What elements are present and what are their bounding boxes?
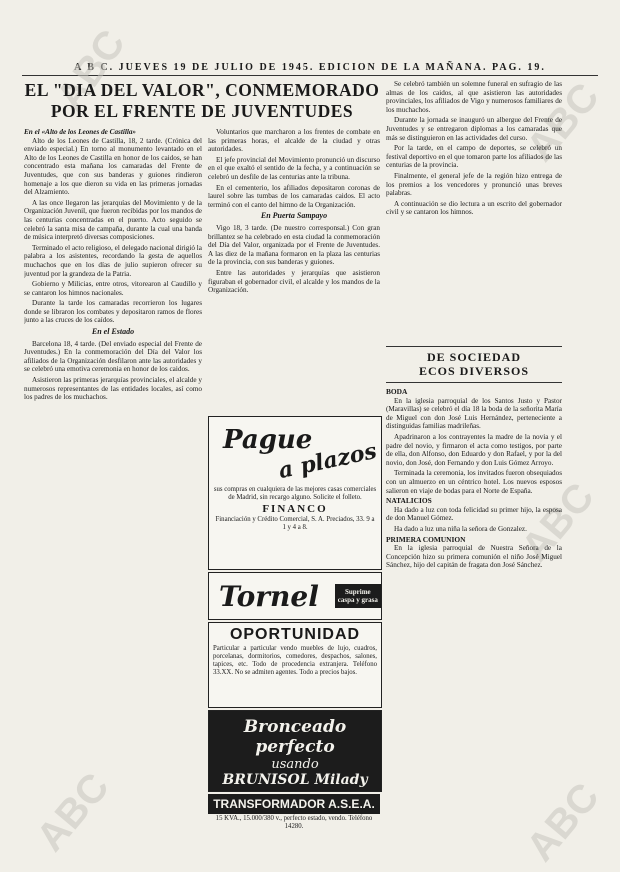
- social-title-line-1: DE SOCIEDAD: [426, 350, 521, 364]
- article-paragraph: Durante la tarde los camaradas recorrieron los lugares donde se libraron los combates y depositaron ramos de flores junto a las cruces de los caídos.: [24, 299, 202, 325]
- article-paragraph: A las once llegaron las jerarquías del Movimiento y de la Organización Juvenil, que fueron recibidas por los mandos de las centurias concentradas en el puerto. Acto seguido se celebró la santa misa de campaña, durante la cual una banda de música interpretó diversas composiciones.: [24, 198, 202, 242]
- article-subhead: En el Estado: [91, 327, 135, 337]
- article-paragraph: Se celebró también un solemne funeral en sufragio de las almas de los caidos, al que asistieron las autoridades provinciales, los afiliados de Vigo y numerosos familiares de los muchachos.: [386, 80, 562, 114]
- right-column-top: [386, 80, 562, 342]
- ad-pague-line-1: Pague: [223, 425, 313, 455]
- section-heading-boda: BODA: [386, 387, 408, 396]
- ad-bronceado: [208, 710, 382, 792]
- ad-transformador-body: 15 KVA., 15.000/380 v., perfecto estado, vendo. Teléfono 14280.: [215, 815, 373, 830]
- watermark: ABC: [28, 764, 118, 860]
- ad-pague-line-2: a plazos: [276, 437, 379, 485]
- article-paragraph: Apadrinaron a los contrayentes la madre de la novia y el padre del novio, y firmaron el acta como testigos, por parte de ella, don Alfonso, don Eduardo y don Rafael, y por la del novio, don José, don Fernando y don Luis Gómez Arroyo.: [386, 432, 562, 467]
- article-paragraph: A continuación se dio lectura a un escrito del gobernador civil y se cantaron los himnos.: [386, 199, 562, 217]
- social-title-line-2: ECOS DIVERSOS: [418, 364, 530, 378]
- headline-line-2: POR EL FRENTE DE JUVENTUDES: [50, 101, 354, 121]
- article-paragraph: Ha dado a luz con toda felicidad su primer hijo, la esposa de don Manuel Gómez.: [386, 505, 562, 523]
- section-heading-natalicios: NATALICIOS: [386, 496, 432, 506]
- social-column: [386, 386, 562, 858]
- article-column-2: [208, 128, 380, 410]
- header-line: A B C. JUEVES 19 DE JULIO DE 1945. EDICION DE LA MAÑANA. PAG. 19.: [74, 62, 546, 73]
- article-paragraph: Terminada la ceremonia, los invitados fueron obsequiados con un almuerzo en un céntrico hotel. Los nuevos esposos salieron en viaje de bodas para el Norte de España.: [386, 469, 562, 495]
- article-paragraph: Barcelona 18, 4 tarde. (Del enviado especial del Frente de Juventudes.) En la conmemoración del Día del Valor los afiliados de la Organización desfilaron ante las autoridades y se celebró una emotiva ceremonia en honor de los caidos.: [24, 339, 202, 374]
- article-paragraph: Asistieron las primeras jerarquías provinciales, el alcalde y numerosos representantes de las entidades locales, así como los padres de los muchachos.: [24, 376, 202, 402]
- article-paragraph: Ha dado a luz una niña la señora de Gonzalez.: [394, 524, 527, 533]
- ad-bronce-line-2: usando: [271, 757, 319, 772]
- article-paragraph: Terminado el acto religioso, el delegado nacional dirigió la palabra a los asistentes, recordando la gesta de aquellos muchachos que en los días de julio supieron ofrecer su juventud por la grandeza de la Patria.: [24, 243, 202, 278]
- article-paragraph: Gobierno y Milicias, entre otros, vitorearon al Caudillo y se cantaron los himnos nacionales.: [24, 280, 202, 297]
- article-subhead: En Puerta Sampayo: [260, 211, 328, 221]
- ad-bronce-line-3: BRUNISOL Milady: [222, 772, 368, 788]
- article-column-1: [24, 128, 202, 858]
- article-dateline: En el «Alto de los Leones de Castilla»: [24, 128, 137, 136]
- section-rule: [386, 346, 562, 347]
- ad-finanço-name: FINANCO: [262, 503, 328, 515]
- article-paragraph: Finalmente, el general jefe de la región hizo entrega de los premios a los vencedores y pronunció unas breves palabras.: [386, 171, 562, 198]
- ad-bronce-line-1: Bronceado perfecto: [243, 717, 347, 757]
- article-paragraph: Por la tarde, en el campo de deportes, se celebró un festival deportivo en el que tomaron parte los afiliados de las centurias de la provincia.: [386, 144, 562, 170]
- section-rule: [386, 382, 562, 383]
- ad-oportunidad-body: Particular a particular vendo muebles de lujo, cuadros, porcelanas, dormitorios, comedores, despachos, salones, tapices, etc. Todo de procedencia extranjera. Teléfono 33.XX. No se admiten agentes. Todo a precios bajos.: [213, 645, 377, 676]
- headline-line-1: EL "DIA DEL VALOR", CONMEMORADO: [24, 80, 380, 100]
- section-heading-primera-comunion: PRIMERA COMUNION: [386, 534, 466, 544]
- ad-transformador-title: TRANSFORMADOR A.S.E.A.: [208, 794, 380, 814]
- ad-tornel: [208, 572, 382, 620]
- ad-transformador: [208, 794, 380, 850]
- article-paragraph: Vigo 18, 3 tarde. (De nuestro corresponsal.) Con gran brillantez se ha celebrado en esta ciudad la conmemoración del Día del Valor, organizada por el Frente de Juventudes. A las diez de la mañana formaron en la plaza las centurias de la provincia, con sus banderas y guiones.: [208, 223, 380, 267]
- ad-pague-body: sus compras en cualquiera de las mejores casas comerciales de Madrid, sin recargo alguno. Solicite el folleto.: [213, 486, 377, 501]
- watermark: ABC: [518, 74, 608, 170]
- ad-oportunidad: [208, 622, 382, 708]
- ad-finanço-body: Financiación y Crédito Comercial, S. A. Preciados, 33. 9 a 1 y 4 a 8.: [215, 516, 375, 531]
- watermark: ABC: [513, 474, 603, 570]
- ad-tornel-name: Tornel: [219, 579, 319, 613]
- article-paragraph: Entre las autoridades y jerarquías que asistieron figuraban el gobernador civil, el alcalde y los mandos de la Organización.: [208, 268, 380, 295]
- article-paragraph: En la iglesia parroquial de Nuestra Señora de la Concepción hizo su primera comunión el niño José Miguel Sánchez, hijo del capitán de fragata don José Sánchez.: [386, 544, 562, 570]
- watermark: ABC: [48, 22, 134, 119]
- watermark: ABC: [518, 774, 608, 870]
- article-paragraph: Alto de los Leones de Castilla, 18, 2 tarde. (Crónica del enviado especial.) En torno al monumento levantado en el Alto de los Leones de Castilla en honor de los caidos, se han concentrado esta mañana los camaradas del Frente de Juventudes, que con sus banderas y guiones rindieron homenaje a los que dieron su vida en las primeras jornadas del Alzamiento.: [24, 136, 202, 197]
- article-paragraph: En la iglesia parroquial de los Santos Justo y Pastor (Maravillas) se celebró el día 18 la boda de la señorita María de Miguel con don José Luis Hernández, perteneciente a distinguidas familias madrileñas.: [386, 396, 562, 431]
- ad-tornel-side: Suprime caspa y grasa: [335, 584, 381, 608]
- social-section-title: [386, 350, 562, 378]
- ad-oportunidad-title: OPORTUNIDAD: [229, 626, 361, 643]
- article-paragraph: Durante la jornada se inauguró un albergue del Frente de Juventudes y se entregaron diplomas a los camaradas que más se distinguieron en las actividades del curso.: [386, 116, 562, 142]
- article-paragraph: Voluntarios que marcharon a los frentes de combate en las primeras horas, el alcalde de la ciudad y otras autoridades.: [208, 128, 380, 154]
- ad-pague-a-plazos: [208, 416, 382, 570]
- main-headline: [24, 80, 380, 122]
- article-paragraph: El jefe provincial del Movimiento pronunció un discurso en el que exaltó el sentido de la fecha, y a continuación se celebró un desfile de las centurias ante la tribuna.: [208, 155, 380, 181]
- article-paragraph: En el cementerio, los afiliados depositaron coronas de laurel sobre las tumbas de los camaradas caidos. El acto terminó con el canto del himno de la Organización.: [208, 183, 380, 209]
